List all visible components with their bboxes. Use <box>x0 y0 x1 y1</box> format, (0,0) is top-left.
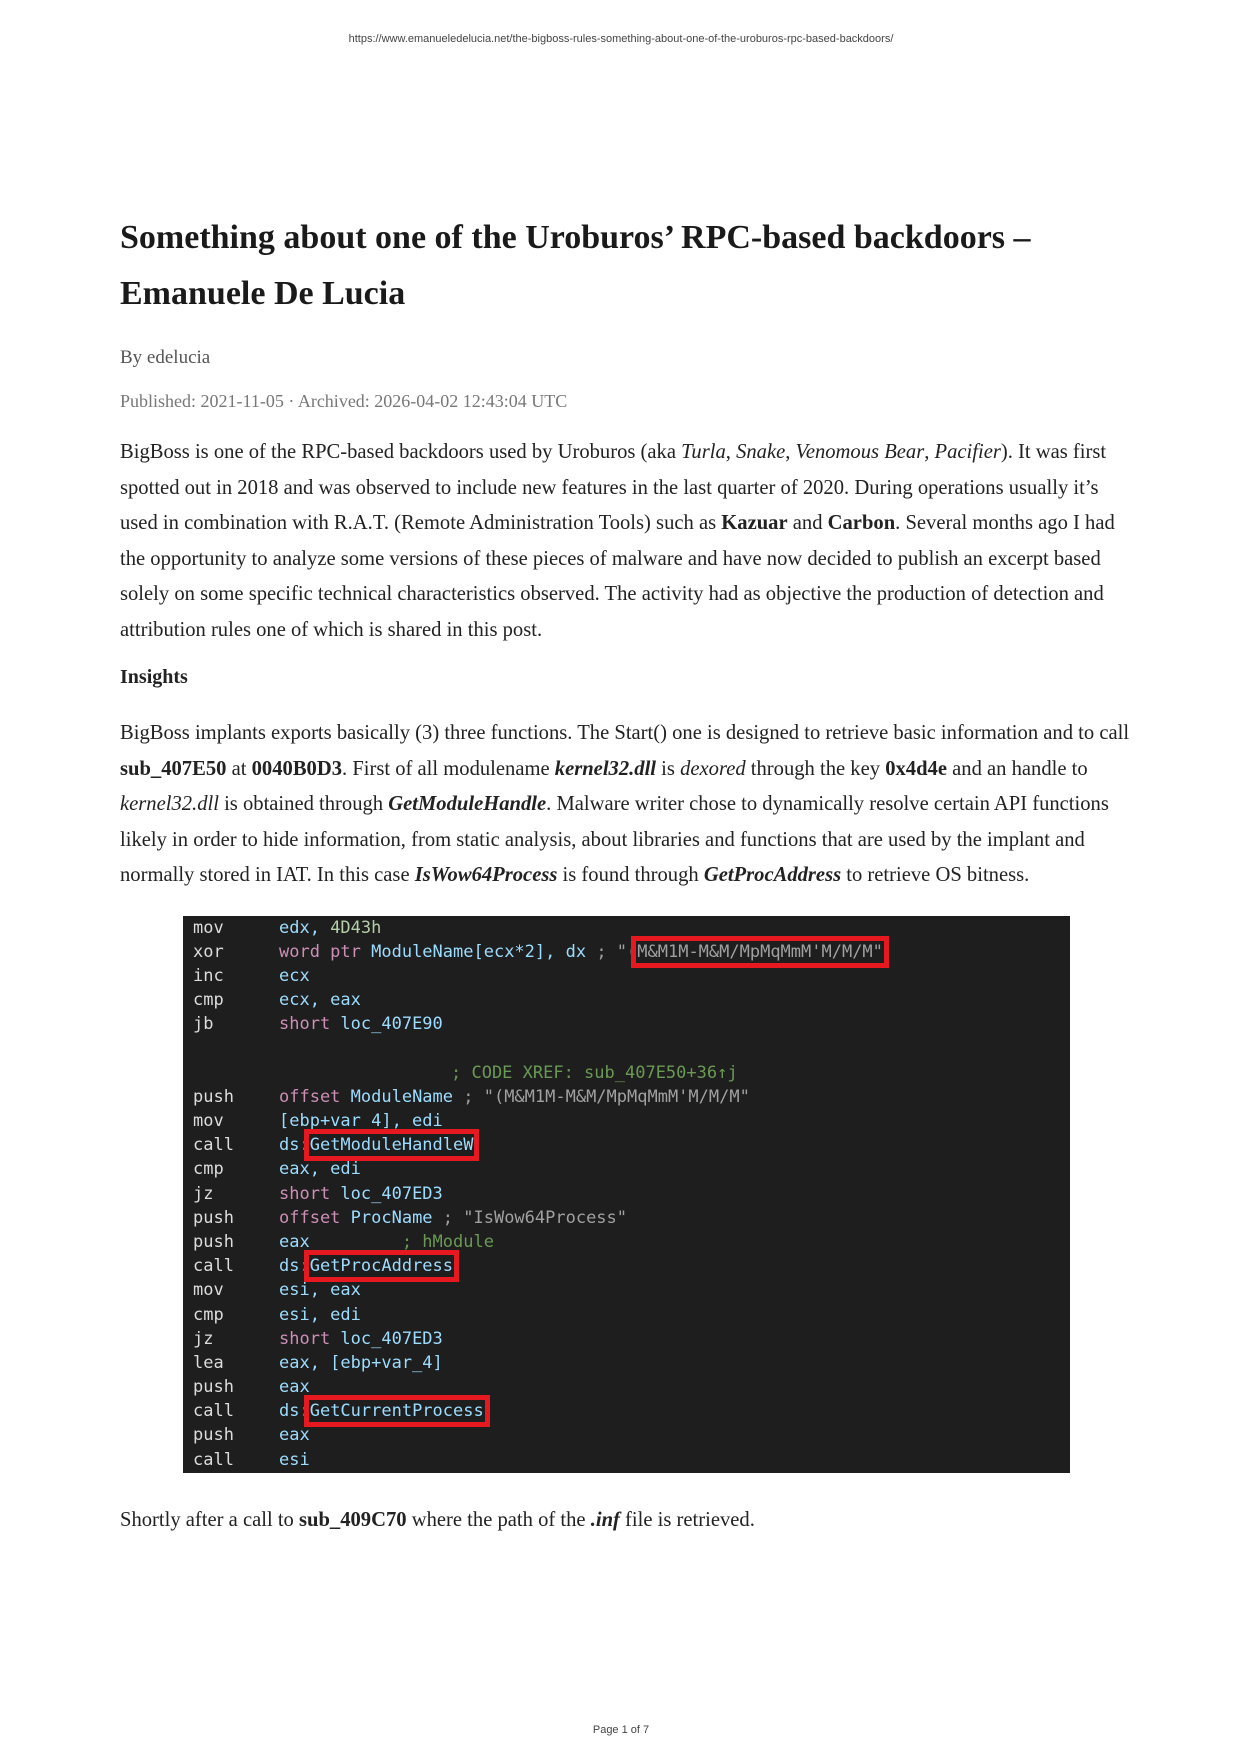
insights-heading: Insights <box>120 666 188 688</box>
code-line: mov [ebp+var_4], edi <box>193 1111 443 1131</box>
code-line: mov edx, 4D43h <box>193 917 382 938</box>
alias-snake: Snake <box>736 441 786 463</box>
code-line-blank <box>183 1036 1070 1060</box>
kazuar-term: Kazuar <box>721 512 788 534</box>
code-line: push eax <box>193 1425 310 1446</box>
page-number: Page 1 of 7 <box>592 1724 650 1736</box>
disassembly-screenshot <box>183 916 1070 1473</box>
code-line: jz short loc_407ED3 <box>193 1328 443 1349</box>
code-line: cmp ecx, eax <box>193 990 361 1011</box>
page-url-header: https://www.emanueledelucia.net/the-bigboss-rules-something-about-one-of-the-uroburos-rpc-based-backdoors/ <box>348 33 894 45</box>
code-line: cmp esi, edi <box>193 1304 361 1325</box>
code-line: ; CODE XREF: sub_407E50+36↑j <box>451 1062 738 1083</box>
highlight-getcurrentprocess: GetCurrentProcess <box>309 1401 484 1422</box>
byline: By edelucia <box>120 347 211 368</box>
code-line: push offset ProcName ; "IsWow64Process" <box>193 1207 628 1228</box>
code-line: call ds:GetCurrentProcess <box>193 1401 484 1422</box>
carbon-term: Carbon <box>827 512 896 534</box>
intro-paragraph: BigBoss is one of the RPC-based backdoors used by Uroburos (aka Turla, Snake, Venomous Bear, Pacifier). It was first spotted out in 2018 and was observed to include new features in the last quarter of 2020. During operations usually it’s used in combination with R.A.T. (Remote Administration Tools) such as Kazuar and Carbon. Several months ago I had the opportunity to analyze some versions of these pieces of malware and have now decided to publish an excerpt based solely on some specific technical characteristics observed. The activity had as objective the production of detection and attribution rules one of which is shared in this post. <box>120 441 1115 641</box>
code-line: lea eax, [ebp+var_4] <box>193 1352 443 1373</box>
code-line: cmp eax, edi <box>193 1159 361 1180</box>
alias-pacifier: Pacifier <box>934 441 1001 463</box>
code-line: push offset ModuleName ; "(M&M1M-M&M/MpMqMmM'M/M/M" <box>193 1086 750 1107</box>
code-line: jz short loc_407ED3 <box>193 1183 443 1204</box>
article <box>120 210 1130 1538</box>
article-title: Something about one of the Uroburos’ RPC-based backdoors – Emanuele De Lucia <box>120 219 1031 312</box>
code-line: inc ecx <box>193 965 310 986</box>
insights-paragraph: BigBoss implants exports basically (3) three functions. The Start() one is designed to retrieve basic information and to call sub_407E50 at 0040B0D3. First of all modulename kernel32.dll is dexored through the key 0x4d4e and an handle to kernel32.dll is obtained through GetModuleHandle. Malware writer chose to dynamically resolve certain API functions likely in order to hide information, from static analysis, about libraries and functions that are used by the implant and normally stored in IAT. In this case IsWow64Process is found through GetProcAddress to retrieve OS bitness. <box>120 722 1130 886</box>
code-line: call esi <box>193 1449 310 1470</box>
highlight-encoded-string: M&M1M-M&M/MpMqMmM'M/M/M" <box>637 941 883 962</box>
closing-paragraph: Shortly after a call to sub_409C70 where the path of the .inf file is retrieved. <box>120 1508 755 1531</box>
code-line: push eax ; hModule <box>193 1231 494 1252</box>
code-line: jb short loc_407E90 <box>193 1014 443 1035</box>
code-line: mov esi, eax <box>193 1280 361 1301</box>
code-line: call ds:GetModuleHandleW <box>193 1135 474 1156</box>
alias-venomous-bear: Venomous Bear <box>795 441 925 463</box>
code-line: call ds:GetProcAddress <box>193 1256 454 1277</box>
highlight-getmodulehandlew: GetModuleHandleW <box>309 1135 474 1156</box>
code-line: xor word ptr ModuleName[ecx*2], dx ; "(M&M1M-M&M/MpMqMmM'M/M/M" <box>193 941 883 962</box>
highlight-getprocaddress: GetProcAddress <box>309 1256 454 1277</box>
publish-dates: Published: 2021-11-05 · Archived: 2026-04-02 12:43:04 UTC <box>120 391 568 411</box>
alias-turla: Turla <box>681 441 726 463</box>
code-line: push eax <box>193 1377 310 1398</box>
